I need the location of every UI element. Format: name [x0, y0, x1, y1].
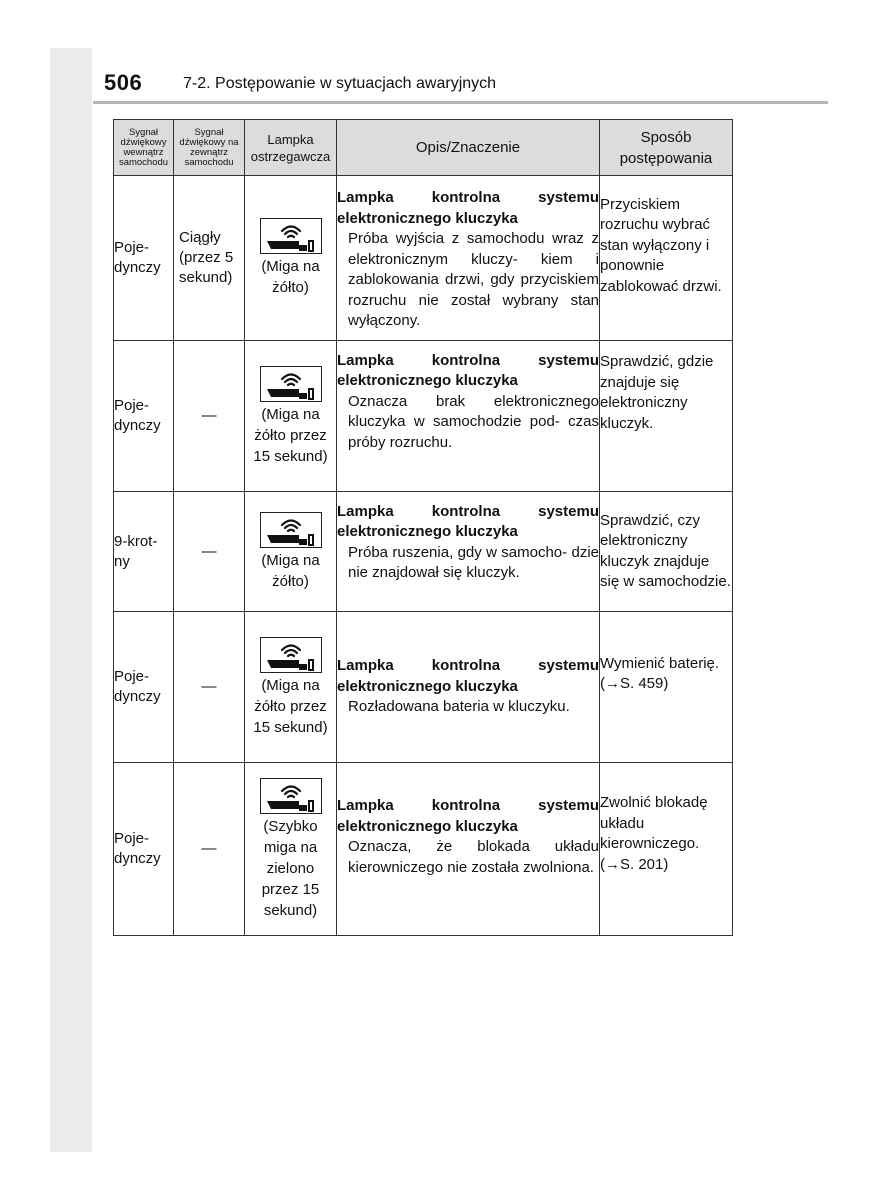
action-cell: Sprawdzić, gdzie znajduje się elektroniczny kluczyk.	[600, 341, 733, 492]
section-title: 7-2. Postępowanie w sytuacjach awaryjnych	[183, 75, 497, 92]
page-header	[100, 70, 828, 104]
description-title-line2: elektronicznego kluczyka	[337, 209, 518, 227]
description-title-line2: elektronicznego kluczyka	[337, 523, 518, 540]
header-external-buzzer: Sygnał dźwiękowy na zewnątrz samochodu	[174, 120, 245, 176]
description-title-line2: elektronicznego kluczyka	[337, 677, 518, 695]
description-title-line1: Lampka kontrolna systemu	[337, 189, 599, 207]
description-cell	[337, 492, 600, 612]
description-title-line2: elektronicznego kluczyka	[337, 372, 518, 390]
header-description: Opis/Znaczenie	[337, 120, 600, 176]
description-title-line1: Lampka kontrolna systemu	[337, 502, 599, 520]
table-row-3	[114, 492, 733, 612]
warning-table	[113, 119, 733, 936]
external-buzzer-cell: —	[174, 612, 245, 763]
warning-light-cell	[245, 612, 337, 763]
external-buzzer-cell: —	[174, 763, 245, 936]
warning-light-cell	[245, 176, 337, 341]
warning-light-note: (Szybko miga na zielono przez 15 sekund)	[261, 817, 320, 919]
description-cell	[337, 612, 600, 763]
description-title-line1: Lampka kontrolna systemu	[337, 797, 599, 814]
description-title-line1: Lampka kontrolna systemu	[337, 351, 599, 369]
smart-key-indicator-icon	[260, 512, 322, 548]
smart-key-indicator-icon	[260, 366, 322, 402]
table-row-1	[114, 176, 733, 341]
description-title-line1: Lampka kontrolna systemu	[337, 657, 599, 675]
table-row-2	[114, 341, 733, 492]
page-number: 506	[104, 70, 143, 95]
external-buzzer-cell: —	[174, 492, 245, 612]
header-rule	[93, 101, 828, 104]
description-body: Rozładowana bateria w kluczyku.	[348, 698, 570, 716]
warning-light-note: (Miga na żółto przez 15 sekund)	[253, 676, 328, 736]
description-body: Oznacza, że blokada układu kierowniczego nie została zwolniona.	[348, 838, 599, 876]
internal-buzzer-cell: Poje- dynczy	[114, 612, 174, 763]
action-cell: Przyciskiem rozruchu wybrać stan wyłączony i ponownie zablokować drzwi.	[600, 176, 733, 341]
action-cell: Sprawdzić, czy elektroniczny kluczyk znajduje się w samochodzie.	[600, 492, 733, 612]
header-action: Sposób postępowania	[600, 120, 733, 176]
warning-light-note: (Miga na żółto)	[261, 551, 320, 590]
table-row-5	[114, 763, 733, 936]
description-body: Oznacza brak elektronicznego kluczyka w samochodzie pod- czas próby rozruchu.	[348, 392, 599, 451]
page-side-strip	[50, 48, 92, 1152]
header-internal-buzzer: Sygnał dźwiękowy wewnątrz samochodu	[114, 120, 174, 176]
warning-light-note: (Miga na żółto)	[261, 258, 320, 296]
warning-light-note: (Miga na żółto przez 15 sekund)	[253, 405, 328, 465]
internal-buzzer-cell: Poje- dynczy	[114, 341, 174, 492]
warning-light-cell	[245, 341, 337, 492]
header-warning-light: Lampka ostrzegawcza	[245, 120, 337, 176]
table-row-4	[114, 612, 733, 763]
description-cell	[337, 763, 600, 936]
smart-key-indicator-icon	[260, 778, 322, 814]
warning-light-cell	[245, 492, 337, 612]
table-header-row	[114, 120, 733, 176]
smart-key-indicator-icon	[260, 218, 322, 254]
description-title-line2: elektronicznego kluczyka	[337, 817, 518, 835]
external-buzzer-cell: —	[174, 341, 245, 492]
smart-key-indicator-icon	[260, 637, 322, 673]
action-cell: Zwolnić blokadę układu kierowniczego. (→S. 201)	[600, 763, 733, 936]
description-body: Próba wyjścia z samochodu wraz z elektronicznym kluczy- kiem i zablokowania drzwi, gdy przyciskiem rozruchu nie został wybrany stan wyłączony.	[348, 230, 599, 330]
internal-buzzer-cell: Poje- dynczy	[114, 763, 174, 936]
action-cell: Wymienić baterię. (→S. 459)	[600, 612, 733, 763]
internal-buzzer-cell: 9-krot- ny	[114, 492, 174, 612]
description-cell	[337, 176, 600, 341]
external-buzzer-cell: Ciągły (przez 5 sekund)	[174, 176, 245, 341]
description-body: Próba ruszenia, gdy w samocho- dzie nie znajdował się kluczyk.	[348, 543, 599, 581]
warning-light-cell	[245, 763, 337, 936]
description-cell	[337, 341, 600, 492]
internal-buzzer-cell: Poje- dynczy	[114, 176, 174, 341]
